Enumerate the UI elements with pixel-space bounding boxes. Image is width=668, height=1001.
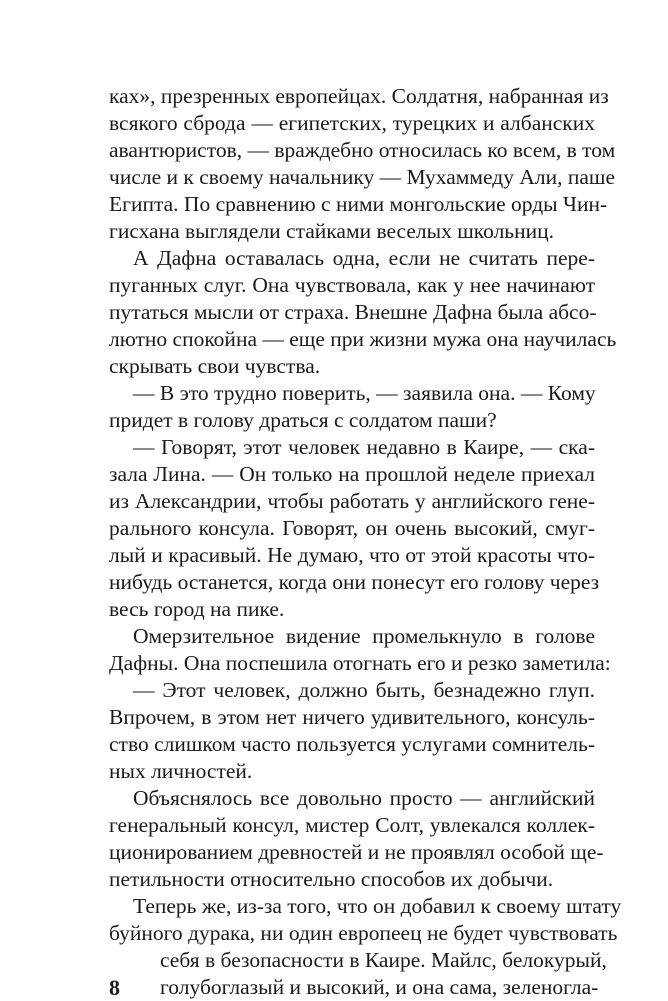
text-line: из Александрии, чтобы работать у английского гене- xyxy=(109,489,595,513)
text-line: буйного дурака, ни один европеец не будет чувствовать xyxy=(109,921,618,945)
text-line: придет в голову драться с солдатом паши? xyxy=(109,408,497,432)
text-line: ство слишком часто пользуется услугами сомнитель- xyxy=(109,732,595,756)
text-line: петильности относительно способов их добычи. xyxy=(109,867,554,891)
text-line: себя в безопасности в Каире. Майлс, белокурый, xyxy=(160,948,607,972)
text-line: Египта. По сравнению с ними монгольские орды Чин- xyxy=(109,192,608,216)
text-line: — Этот человек, должно быть, безнадежно глуп. xyxy=(133,678,595,702)
text-line: — В это трудно поверить, — заявила она. — Кому xyxy=(133,381,596,405)
text-line: Дафны. Она поспешила отогнать его и резко заметила: xyxy=(109,651,611,675)
text-line: А Дафна оставалась одна, если не считать пере- xyxy=(133,246,595,270)
text-line: пуганных слуг. Она чувствовала, как у нее начинают xyxy=(109,273,595,297)
text-line: ционированием древностей и не проявлял особой ще- xyxy=(109,840,604,864)
text-line: нибудь останется, когда они понесут его голову через xyxy=(109,570,600,594)
text-line: авантюристов, — враждебно относилась ко всем, в том xyxy=(109,138,616,162)
text-line: голубоглазый и высокий, и она сама, зеленогла- xyxy=(160,975,599,999)
text-line: Объяснялось все довольно просто — английский xyxy=(133,786,595,810)
text-line: лый и красивый. Не думаю, что от этой красоты что- xyxy=(109,543,595,567)
page-number: 8 xyxy=(109,975,120,1000)
text-line: рального консула. Говорят, он очень высокий, смуг- xyxy=(109,516,595,540)
text-line: числе и к своему начальнику — Мухаммеду Али, паше xyxy=(109,165,615,189)
text-line: всякого сброда — египетских, турецких и албанских xyxy=(109,111,595,135)
text-line: гисхана выглядели стайками веселых школьниц. xyxy=(109,219,555,243)
text-line: путаться мысли от страха. Внешне Дафна была абсо- xyxy=(109,300,597,324)
text-line: ках», презренных европейцах. Солдатня, набранная из xyxy=(109,84,609,108)
text-line: зала Лина. — Он только на прошлой неделе приехал xyxy=(109,462,595,486)
text-line: лютно спокойна — еще при жизни мужа она научилась xyxy=(109,327,617,351)
text-line: скрывать свои чувства. xyxy=(109,354,321,378)
text-line: генеральный консул, мистер Солт, увлекался коллек- xyxy=(109,813,595,837)
text-line: ных личностей. xyxy=(109,759,253,783)
text-line: Впрочем, в этом нет ничего удивительного, консуль- xyxy=(109,705,595,729)
text-line: весь город на пике. xyxy=(109,597,285,621)
text-line: — Говорят, этот человек недавно в Каире, — ска- xyxy=(133,435,595,459)
text-line: Теперь же, из-за того, что он добавил к своему штату xyxy=(133,894,622,918)
text-line: Омерзительное видение промелькнуло в голове xyxy=(133,624,595,648)
